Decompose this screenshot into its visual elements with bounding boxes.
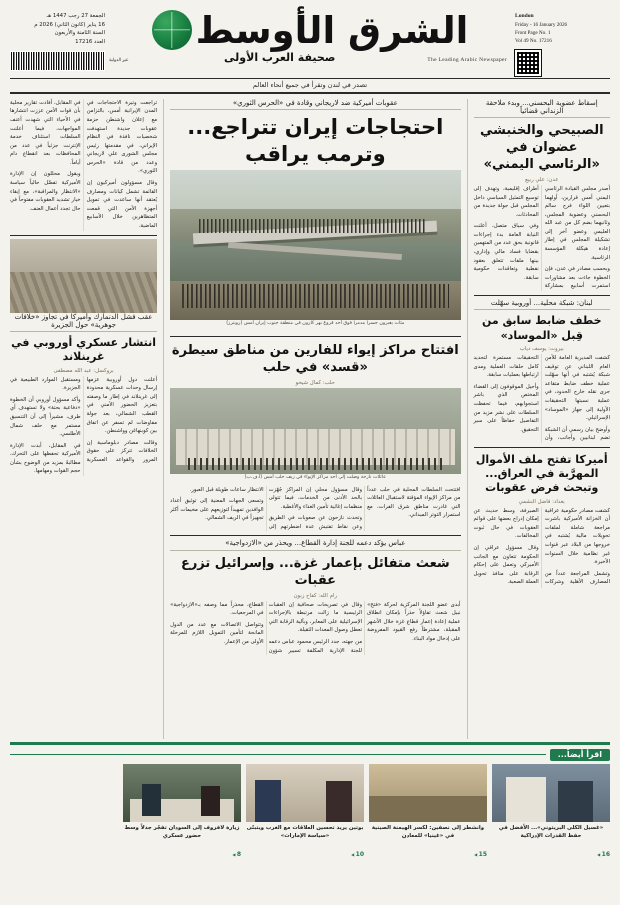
greenland-headline: انتشار عسكري أوروبي في غرينلاند	[11, 336, 157, 364]
barcode-icon	[10, 51, 105, 71]
aleppo-photo-caption: عائلات نازحة وصلت إلى أحد مراكز الإيواء في ريف حلب أمس (أ.ف.ب)	[244, 475, 387, 481]
paragraph: وقال مسؤول محلي إن المراكز جُهّزت بالحد الأدنى من الخدمات، فيما تتولى منظمات إغاثية تأمين الغذاء والأغطية.	[268, 486, 363, 510]
lebanon-body	[474, 354, 611, 443]
teaser-photo	[246, 764, 364, 822]
paragraph: وقال مسؤول عراقي إن الحكومة تتعاون مع الجانب الأميركي وتعمل على إحكام الرقابة على منافذ تحويل العملة الصعبة.	[473, 545, 539, 586]
paragraph: وقال في تصريحات صحافية إن العقبات الرئيسية ما زالت مرتبطة بالإجراءات الإسرائيلية على المعابر، وبآلية الرقابة التي تعطل وصول المعدات الثقيلة.	[268, 601, 363, 634]
paragraph: في المقابل، أبدت الإدارة الأميركية تحفظها على التحرك، مطالبةً بمزيد من الوضوح بشأن حجم القوات ومهامها.	[10, 442, 81, 475]
lebanon-kicker: لبنان: شبكة محلية... أوروبية سهّلت	[474, 299, 611, 311]
paragraph: وقال مسؤولون أميركيون إن القائمة تشمل كيانات ومصارف يُعتقد أنها ساعدت في تمويل أجهزة الأمن التي قمعت المتظاهرين خلال الأسابيع الماضية.	[86, 180, 158, 229]
paragraph: وبحسب مصادر في عدن، فإن الخطوة جاءت بعد مشاورات استمرت أسابيع بمشاركة أطراف إقليمية، وتهدف إلى توسيع التمثيل السياسي داخل المجلس قبل جولة جديدة من المحادثات.	[473, 186, 610, 290]
column-left	[10, 99, 157, 739]
logo	[105, 10, 515, 50]
yemen-kicker: إسقاط عضوية البحسني... وبدء ملاحقة الزنداني قضائياً	[474, 99, 611, 119]
logo-wordmark: الشرق الأوسط	[195, 8, 469, 52]
masthead	[10, 8, 610, 79]
list-item[interactable]	[369, 764, 487, 860]
aleppo-headline: افتتاح مراكز إيواء للفارين من مناطق سيطرة «قسد» في حلب	[171, 342, 459, 375]
teaser-photo	[123, 764, 241, 822]
column-divider	[467, 99, 468, 739]
iraq-body	[474, 507, 611, 589]
yemen-headline: الصبيحي والخنبشي عضوان في «الرئاسي اليمني»	[479, 123, 604, 173]
greenland-byline: بروكسل: عبد الله مصطفى	[53, 367, 114, 374]
teaser-photo	[369, 764, 487, 822]
paragraph: وتحدث نازحون عن صعوبات في الطريق وعن نقاط تفتيش عدة اضطرتهم إلى الانتظار ساعات طويلة قبل العبور.	[189, 486, 363, 530]
iraq-headline: أميركا تفتح ملف الأموال المهرَّبة في العراق... وتبحث فرض عقوبات	[475, 452, 608, 495]
read-also-strip	[10, 764, 610, 860]
divider	[170, 336, 460, 337]
front-page-number: Front Page No. 1	[515, 29, 551, 36]
masthead-small-note: غير الدولية	[109, 57, 129, 62]
gaza-kicker: عباس يؤكد دعمه للجنة إدارة القطاع... ويحذر من «الازدواجية»	[170, 539, 460, 551]
divider	[10, 235, 157, 236]
arabic-subtitle: صحيفة العرب الأولى	[224, 51, 336, 64]
divider	[170, 535, 460, 536]
lead-continuation	[10, 99, 157, 231]
paragraph: أبدى عضو اللجنة المركزية لحركة «فتح» نبيل شعث تفاؤلاً حذراً بإمكان انطلاق عملية إعادة إعمار قطاع غزة خلال الأشهر المقبلة، مشترطاً رفع القيود المفروضة على إدخال مواد البناء.	[367, 601, 461, 643]
masthead-center	[105, 8, 515, 64]
column-middle	[170, 99, 460, 739]
paragraph: وتشمل المراجعة عدداً من المصارف الأهلية وشركات الصيرفة، وسط حديث عن إمكان إدراج بعضها على قوائم العقوبات في حال ثبوت المخالفات.	[473, 507, 610, 586]
aleppo-byline: حلب: كمال شيخو	[295, 379, 335, 386]
aleppo-body	[170, 486, 460, 532]
paragraph: تراجعت وتيرة الاحتجاجات في المدن الإيرانية أمس، بالتزامن مع إعلان واشنطن حزمة عقوبات جديدة استهدفت شخصيات نافذة في النظام الإيراني، في مقدمتها رئيس مجلس الشورى علي لاريجاني وعدد من قادة «الحرس الثوري».	[86, 99, 158, 175]
qr-code-icon	[515, 50, 541, 76]
masthead-left-info	[515, 8, 610, 76]
paragraph: ويقول محللون إن الإدارة الأميركية تفضّل حالياً سياسة «الانتظار والمراقبة»، مع إبقاء خيار تشديد العقوبات مفتوحاً في حال تجدد أعمال العنف.	[10, 171, 81, 212]
paragraph: أعلنت دول أوروبية عزمها إرسال وحدات عسكرية محدودة إلى غرينلاند في إطار ما وصفته بتعزيز الحضور الأمني في القطب الشمالي، بعد جولة مفاوضات لم تسفر عن اتفاق بين كوبنهاغن وواشنطن.	[86, 376, 158, 435]
yemen-byline: عدن: علي ربيع	[525, 177, 559, 184]
masthead-tagline: تصدر في لندن وتقرأ في جميع أنحاء العالم	[10, 79, 610, 94]
issue-number: العدد 17216	[75, 38, 105, 45]
paragraph: وفي سياق متصل، أعلنت النيابة العامة بدء إجراءات قانونية بحق عدد من المتهمين بقضايا فساد مالي وإداري، بينها ملفات تتعلق بعقود نفطية وتعاقدات حكومية سابقة.	[473, 223, 539, 281]
list-item[interactable]	[246, 764, 364, 860]
column-right	[474, 99, 611, 739]
read-also-title: اقرأ أيضاً...	[550, 749, 610, 761]
volume-line: السنة الثامنة والأربعون	[54, 30, 105, 37]
teaser-caption: بوتين يريد تحسين العلاقات مع الغرب ويتبنّى «سياسة الإمارات»	[246, 824, 364, 839]
divider	[474, 447, 611, 448]
list-item[interactable]	[123, 764, 241, 860]
english-tagline: The Leading Arabic Newspaper	[427, 57, 507, 63]
paragraph: وتتواصل الاتصالات مع عدد من الدول المانحة لتأمين التمويل اللازم للمرحلة الأولى من الإعمار.	[170, 621, 264, 646]
gregorian-date: 16 يناير (كانون الثاني) 2026 م	[34, 21, 105, 28]
teaser-page-number: 16 ◀	[597, 851, 610, 858]
publication-date-en: Friday - 16 January 2026	[515, 21, 568, 28]
read-also-header	[10, 749, 610, 761]
paragraph: وقالت مصادر دبلوماسية إن الخلافات تتركز على حقوق المرور والقواعد العسكرية ومستقبل الموارد الطبيعية في الجزيرة.	[10, 376, 158, 463]
teaser-page-number: 15 ◀	[474, 851, 487, 858]
paragraph: افتتحت السلطات المحلية في حلب عدداً من مراكز الإيواء المؤقتة لاستقبال العائلات التي غادرت مناطق شرق الفرات، مع استمرار التوتر الميداني.	[367, 486, 461, 519]
paragraph: وأكد مسؤول أوروبي أن الخطوة «دفاعية بحتة» ولا تستهدف أي طرف، مشيراً إلى أن التنسيق مستمر مع حلف شمال الأطلسي.	[10, 396, 81, 438]
lead-photo	[170, 170, 460, 320]
lead-photo-caption: مئات يعبرون جسراً مدمراً فوق أحد فروع نهر كارون في منطقة جنوب إيران أمس (رويترز)	[226, 321, 405, 327]
gaza-headline: شعث متفائل بإعمار غزة... وإسرائيل تزرع عقبات	[180, 555, 450, 588]
paragraph: في المقابل، أفادت تقارير محلية بأن قوات الأمن عززت انتشارها في الأحياء التي شهدت أعنف المواجهات، فيما أعلنت السلطات استئناف خدمة الإنترنت جزئياً في عدد من المحافظات بعد انقطاع دام أياماً.	[10, 99, 81, 166]
greenland-kicker: عقب فشل الدنمارك وأميركا في تجاوز «خلافات جوهرية» حول الجزيرة	[10, 313, 157, 333]
teaser-caption: وانشطر إلى نصفين: لكسر الهيمنة الصينية في «غينيا» للمعادن	[371, 824, 485, 839]
list-item[interactable]	[492, 764, 610, 860]
paragraph: وتسعى الجهات المعنية إلى توثيق أعداد الوافدين تمهيداً لتوزيعهم على مخيمات أكثر تجهيزاً في الريف الشمالي.	[170, 498, 264, 522]
iraq-byline: بغداد: فاضل النشمي	[518, 498, 565, 505]
divider	[474, 295, 611, 296]
gaza-byline: رام الله: كفاح زبون	[293, 592, 338, 599]
masthead-subtitle-row	[105, 51, 515, 64]
paragraph: أصدر مجلس القيادة الرئاسي اليمني أمس قرارين، أولهما بتعيين اللواء فرج سالم البحسني وعضوية المجلس، وثانيهما بضم كل من عبد الله العليمي وعضو آخر إلى تشكيلة المجلس في إطار إعادة هيكلة المؤسسة الرئاسية.	[544, 186, 610, 261]
teaser-caption: «غسيل الكلى البريتوني»... الأفضل في حفظ القدرات الإدراكية	[498, 824, 604, 839]
paragraph: وأحيل الموقوفون إلى القضاء المختص الذي باشر استجوابهم، فيما تحفظت السلطات على نشر مزيد من التفاصيل حفاظاً على سير التحقيق.	[473, 383, 539, 433]
gaza-body	[170, 601, 460, 655]
masthead-right-info	[10, 8, 105, 71]
paragraph: كشفت مصادر حكومية عراقية أن الخزانة الأميركية باشرت مراجعة شاملة لملفات تحويلات مالية يُشتبه في خروجها من البلاد عبر قنوات غير نظامية خلال السنوات الأخيرة.	[544, 507, 610, 566]
globe-icon	[152, 10, 192, 50]
footer-space	[10, 860, 610, 866]
section-band	[10, 742, 610, 745]
divider	[10, 754, 546, 755]
teaser-photo	[492, 764, 610, 822]
lead-headline: احتجاجات إيران تتراجع... وترمب يراقب	[187, 115, 444, 166]
paragraph: من جهته، جدد الرئيس محمود عباس دعمه للجنة الإدارية المكلفة تسيير شؤون القطاع، محذراً مما وصفه بـ«الازدواجية» في المرجعيات.	[170, 601, 363, 654]
teaser-page-number: 8 ◀	[232, 851, 241, 858]
publication-city: London	[515, 13, 534, 19]
paragraph: وأوضح بيان رسمي أن الشبكة تضم لبنانيين وأجانب، وأن التحقيقات مستمرة لتحديد كامل حلقات العملية ومدى ارتباطها بعمليات سابقة.	[473, 355, 610, 442]
column-divider	[163, 99, 164, 739]
aleppo-photo	[170, 388, 460, 474]
greenland-body	[10, 376, 157, 476]
teaser-page-number: 10 ◀	[351, 851, 364, 858]
yemen-body	[474, 185, 611, 291]
page-grid	[10, 99, 610, 739]
greenland-photo	[10, 239, 157, 313]
volume-number-en: Vol 49 No. 17216	[515, 37, 552, 44]
paragraph: كشفت المديرية العامة للأمن العام اللبناني عن توقيف شبكة يُشتبه في أنها سهّلت عملية خطف ضابط متقاعد جرى نقله خارج الحدود، في عملية نسبتها التحقيقات الأولية إلى جهاز «الموساد» الإسرائيلي.	[544, 355, 610, 422]
lebanon-headline: خطف ضابط سابق من قِبل «الموساد»	[481, 314, 602, 342]
teaser-caption: زيارة لافروف إلى السودان تفجّر جدلاً وسط حضور عسكري	[124, 824, 240, 839]
hijri-date: الجمعة 27 رجب 1447 هـ	[46, 13, 105, 19]
lead-kicker: عقوبات أميركية ضد لاريجاني وقادة في «الحرس الثوري»	[170, 99, 460, 111]
lebanon-byline: بيروت: يوسف دياب	[519, 346, 564, 353]
